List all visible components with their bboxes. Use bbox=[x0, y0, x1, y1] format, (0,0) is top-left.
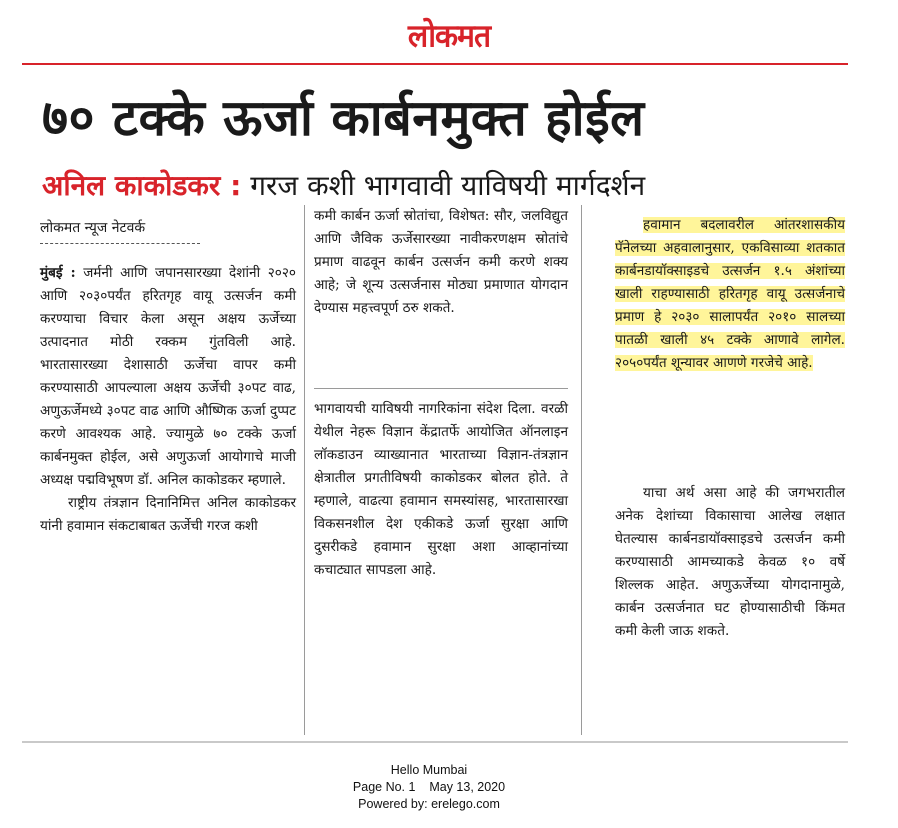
article-column-2-top bbox=[314, 205, 568, 320]
column-divider bbox=[581, 205, 582, 735]
bottom-rule bbox=[22, 741, 848, 743]
powered-by: Powered by: erelego.com bbox=[358, 797, 500, 811]
paragraph bbox=[40, 262, 296, 492]
subhead bbox=[42, 166, 645, 204]
masthead-rule bbox=[22, 63, 848, 65]
paragraph: याचा अर्थ असा आहे की जगभरातील अनेक देशांच्या विकासाचा आलेख लक्षात घेतल्यास कार्बनडायॉक्साइडचे उत्सर्जन कमी करण्यासाठी आमच्याकडे केवळ १० वर्षे शिल्लक आहेत. अणुऊर्जेच्या योगदानामुळे, कार्बन उत्सर्जनात घट होण्यासाठीची किंमत कमी केली जाऊ शकते. bbox=[615, 485, 845, 639]
page-date: Page No. 1 May 13, 2020 bbox=[352, 780, 506, 794]
lokmat-logo: लोकमत bbox=[407, 18, 491, 55]
paragraph-text: जर्मनी आणि जपानसारख्या देशांनी २०२० आणि २०३०पर्यंत हरितगृह वायू उत्सर्जन कमी करण्याचा विचार केला असून अक्षय ऊर्जेच्या उत्पादनात मोठी रक्कम गुंतविली आहे. भारतासारख्या देशासाठी ऊर्जेचा वापर कमी करण्यासाठी आपल्याला अक्षय ऊर्जेची ३०पट वाढ, अणुऊर्जेमध्ये ३०पट वाढ आणि औष्णिक ऊर्जा दुप्पट करणे आवश्यक आहे. ज्यामुळे ७० टक्के ऊर्जा कार्बनमुक्त होईल, असे अणुऊर्जा आयोगाचे माजी अध्यक्ष पद्मविभूषण डॉ. अनिल काकोडकर म्हणाले. bbox=[40, 265, 296, 488]
article-column-2 bbox=[314, 398, 568, 582]
section-divider bbox=[314, 388, 568, 389]
article-column-3-highlight bbox=[615, 214, 845, 375]
paragraph: कमी कार्बन ऊर्जा स्रोतांचा, विशेषत: सौर, जलविद्युत आणि जैविक ऊर्जेसारख्या नावीकरणक्षम स्रोतांचे प्रमाण वाढवून कार्बन उत्सर्जन कमी करणे शक्य आहे; जे शून्य उत्सर्जनास मोठ्या प्रमाणात योगदान देण्यास महत्त्वपूर्ण ठरु शकते. bbox=[314, 208, 568, 316]
headline: ७० टक्के ऊर्जा कार्बनमुक्त होईल bbox=[42, 89, 645, 147]
article-column-3 bbox=[615, 482, 845, 643]
byline: लोकमत न्यूज नेटवर्क bbox=[40, 220, 146, 236]
edition-name: Hello Mumbai bbox=[390, 763, 468, 777]
subhead-name: अनिल काकोडकर : bbox=[42, 169, 242, 202]
footer bbox=[0, 762, 858, 813]
subhead-text: गरज कशी भागवावी याविषयी मार्गदर्शन bbox=[241, 169, 646, 202]
article-column-1 bbox=[40, 262, 296, 538]
highlighted-paragraph bbox=[615, 214, 845, 375]
dateline: मुंबई : bbox=[40, 265, 76, 281]
paragraph: भागवायची याविषयी नागरिकांना संदेश दिला. वरळी येथील नेहरू विज्ञान केंद्रातर्फे आयोजित ऑनलाइन लॉकडाउन व्याख्यानात भारताच्या विज्ञान-तंत्रज्ञान क्षेत्रातील प्रगतीविषयी काकोडकर बोलत होते. ते म्हणाले, वाढत्या हवामान समस्यांसह, भारतासारखा विकसनशील देश एकीकडे ऊर्जा सुरक्षा आणि दुसरीकडे हवामान सुरक्षा अशा आव्हानांच्या कचाट्यात सापडला आहे. bbox=[314, 401, 568, 578]
column-divider bbox=[304, 205, 305, 735]
highlight-text: हवामान बदलावरील आंतरशासकीय पॅनेलच्या अहवालानुसार, एकविसाव्या शतकात कार्बनडायॉक्साइडचे उत्सर्जन १.५ अंशांच्या खाली राहण्यासाठी हरितगृह वायू उत्सर्जनाचे प्रमाण हे २०३० सालापर्यंत २०१० सालच्या पातळी खाली ४५ टक्के आणावे लागेल. २०५०पर्यंत शून्यावर आणणे गरजेचे आहे. bbox=[615, 217, 845, 371]
paragraph: राष्ट्रीय तंत्रज्ञान दिनानिमित्त अनिल काकोडकर यांनी हवामान संकटाबाबत ऊर्जेची गरज कशी bbox=[40, 495, 296, 534]
masthead bbox=[0, 14, 898, 55]
byline-rule bbox=[40, 243, 200, 244]
